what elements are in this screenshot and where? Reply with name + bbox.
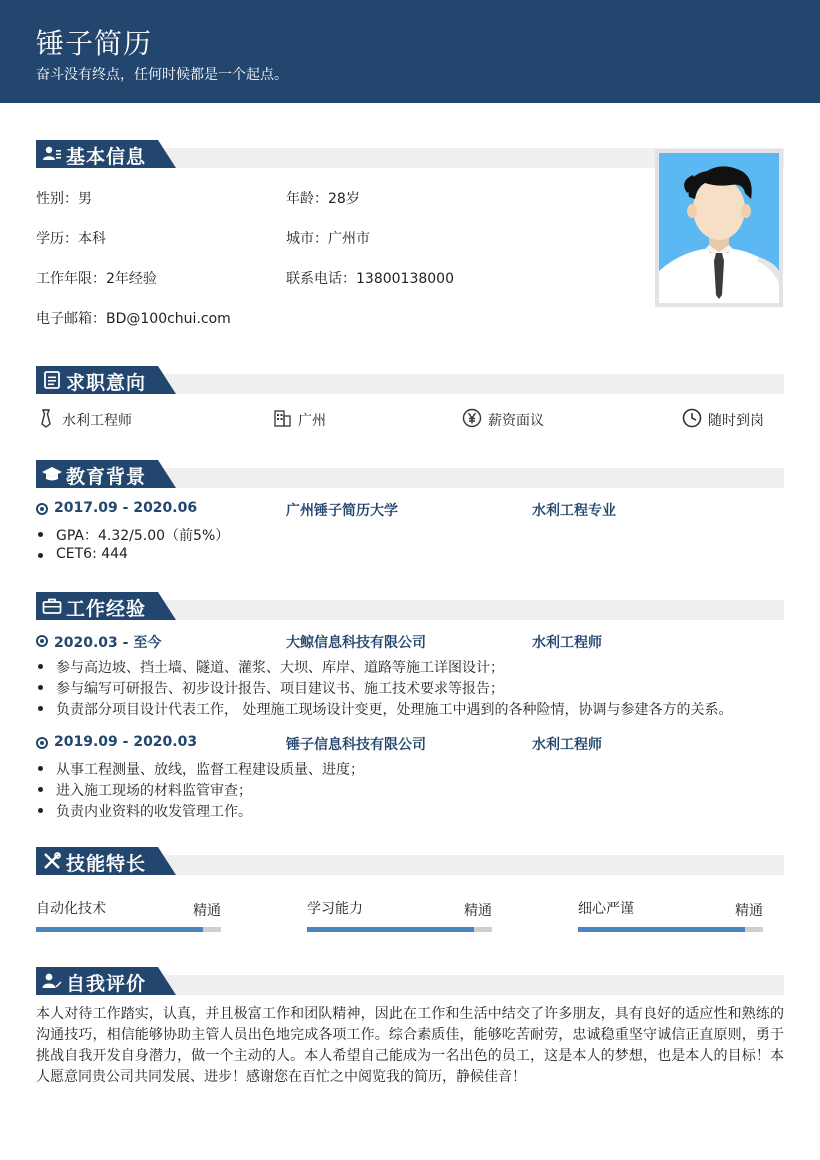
phone-field: 联系电话：13800138000 [286,271,454,287]
age-field: 年龄：28岁 [286,191,360,207]
section-header-self [36,967,784,995]
bullet-dot [38,706,43,711]
skill-progress-bar [307,927,492,932]
bullet-dot [38,664,43,669]
intent-salary: 薪资面议 [488,413,544,429]
building-icon [272,408,292,428]
job-duty: 负责内业资料的收发管理工作。 [56,804,252,820]
skill-progress-fill [307,927,474,932]
bullet-dot [38,808,43,813]
section-title-basic: 基本信息 [66,146,147,168]
skill-level: 精通 [193,903,221,919]
graduation-cap-icon [42,465,62,483]
skill-progress-bar [36,927,221,932]
skill-name: 学习能力 [307,901,363,917]
section-title-work: 工作经验 [66,598,147,620]
section-banner [36,592,784,620]
profile-photo [655,149,783,307]
bullet-dot [38,685,43,690]
years-field: 工作年限：2年经验 [36,271,157,287]
skill-level: 精通 [735,903,763,919]
users-icon [42,145,62,163]
section-header-intent [36,366,784,394]
job-period: 2019.09 - 2020.03 [54,734,198,750]
section-header-skills [36,847,784,875]
section-banner [36,847,784,875]
skill-progress-bar [578,927,763,932]
section-title-skills: 技能特长 [66,853,147,875]
timeline-dot [36,737,48,749]
job-duty: 参与编写可研报告、初步设计报告、项目建议书、施工技术要求等报告； [56,681,504,697]
section-banner [36,967,784,995]
briefcase-icon [42,597,62,615]
clipboard-icon [42,371,62,389]
section-banner [36,460,784,488]
job-title: 水利工程师 [532,635,602,651]
job-company: 大鲸信息科技有限公司 [286,635,426,651]
education-major: 水利工程专业 [532,503,616,519]
self-evaluation-text: 本人对待工作踏实，认真，并且极富工作和团队精神，因此在工作和生活中结交了许多朋友，具有良好的适应性和熟练的沟通技巧，相信能够协助主管人员出色地完成各项工作。综合素质佳，能够吃苦耐劳，忠诚稳重坚守诚信正直原则，勇于挑战自我开发自身潜力，做一个主动的人。本人希望自己能成为一名出色的员工，这是本人的梦想，也是本人的目标！本人愿意同贵公司共同发展、进步！感谢您在百忙之中阅览我的简历，静候佳音！ [36,1006,784,1085]
resume-header [0,0,820,103]
gender-field: 性别：男 [36,191,92,207]
skill-progress-fill [36,927,203,932]
education-school: 广州锤子简历大学 [286,503,398,519]
skill-name: 细心严谨 [578,901,634,917]
job-period: 2020.03 - 至今 [54,635,162,651]
timeline-dot [36,503,48,515]
city-field: 城市：广州市 [286,231,370,247]
job-duty: 负责部分项目设计代表工作， 处理施工现场设计变更，处理施工中遇到的各种险情，协调与参建各方的关系。 [56,702,733,718]
bullet-dot [38,766,43,771]
job-title: 水利工程师 [532,737,602,753]
job-duty: 从事工程测量、放线，监督工程建设质量、进度； [56,762,364,778]
education-item: CET6: 444 [56,546,128,562]
bullet-dot [38,787,43,792]
section-header-work [36,592,784,620]
section-header-education [36,460,784,488]
skill-progress-fill [578,927,745,932]
yen-icon [462,408,482,428]
bullet-dot [38,532,43,537]
section-title-self: 自我评价 [66,973,147,995]
email-field: 电子邮箱：BD@100chui.com [36,311,231,327]
timeline-dot [36,635,48,647]
intent-position: 水利工程师 [62,413,132,429]
resume-title: 锤子简历 [36,27,153,60]
skill-level: 精通 [464,903,492,919]
job-duty: 参与高边坡、挡土墙、隧道、灌浆、大坝、库岸、道路等施工详图设计； [56,660,504,676]
tie-icon [36,408,56,428]
section-title-education: 教育背景 [66,466,147,488]
intent-availability: 随时到岗 [708,413,764,429]
resume-subtitle: 奋斗没有终点，任何时候都是一个起点。 [36,67,288,83]
job-duty: 进入施工现场的材料监管审查； [56,783,252,799]
education-item: GPA：4.32/5.00（前5%） [56,528,230,544]
education-period: 2017.09 - 2020.06 [54,500,198,516]
education-field: 学历：本科 [36,231,106,247]
job-company: 锤子信息科技有限公司 [286,737,426,753]
bullet-dot [38,553,43,558]
avatar-illustration [659,153,779,303]
tools-icon [42,852,62,870]
clock-icon [682,408,702,428]
intent-location: 广州 [298,413,326,429]
section-title-intent: 求职意向 [66,372,147,394]
section-banner [36,366,784,394]
skill-name: 自动化技术 [36,901,106,917]
user-edit-icon [42,972,62,990]
